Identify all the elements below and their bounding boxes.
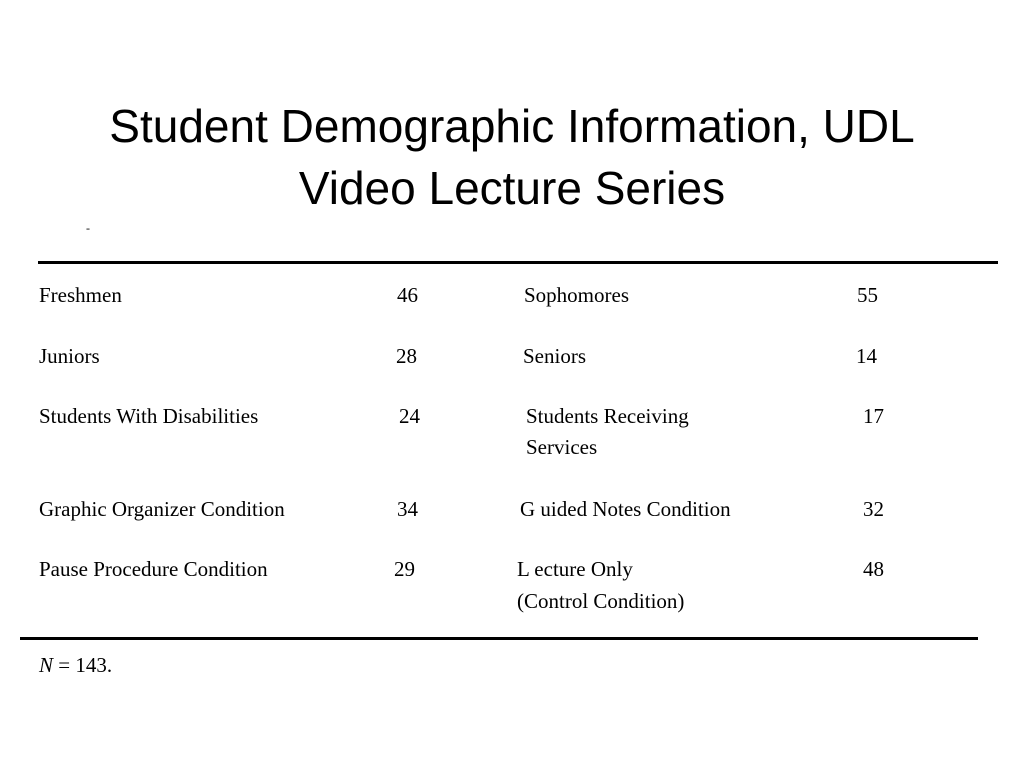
- row-freshmen-value: 46: [397, 283, 418, 307]
- row-guided-notes-value: 32: [863, 497, 884, 521]
- row-receiving-services-label: Students Receiving: [526, 404, 689, 428]
- table-note: [39, 650, 112, 680]
- note-n-symbol: N: [39, 653, 54, 677]
- slide-title: [0, 95, 1024, 219]
- row-pause-procedure-value: 29: [394, 557, 415, 581]
- row-lecture-only-label: L ecture Only: [517, 557, 633, 581]
- stray-mark: -: [86, 221, 90, 235]
- row-seniors-value: 14: [856, 344, 877, 368]
- row-lecture-only-value: 48: [863, 557, 884, 581]
- row-juniors-value: 28: [396, 344, 417, 368]
- row-receiving-services-value: 17: [863, 404, 884, 428]
- row-sophomores-label: Sophomores: [524, 283, 629, 307]
- table-top-rule: [38, 261, 998, 264]
- row-freshmen-label: Freshmen: [39, 283, 122, 307]
- row-juniors-label: Juniors: [39, 344, 100, 368]
- row-disabilities-value: 24: [399, 404, 420, 428]
- row-graphic-organizer-value: 34: [397, 497, 418, 521]
- row-graphic-organizer-label: Graphic Organizer Condition: [39, 497, 285, 521]
- slide-title-line-1: Student Demographic Information, UDL: [109, 100, 915, 152]
- note-n-value: = 143.: [53, 653, 113, 677]
- row-lecture-only-label-line-2: (Control Condition): [517, 589, 685, 613]
- row-guided-notes-label: G uided Notes Condition: [520, 497, 731, 521]
- slide-title-line-2: Video Lecture Series: [298, 162, 726, 214]
- row-pause-procedure-label: Pause Procedure Condition: [39, 557, 268, 581]
- row-receiving-services-label-line-2: Services: [526, 435, 598, 459]
- row-seniors-label: Seniors: [523, 344, 586, 368]
- row-disabilities-label: Students With Disabilities: [39, 404, 259, 428]
- row-sophomores-value: 55: [857, 283, 878, 307]
- table-bottom-rule: [20, 637, 978, 640]
